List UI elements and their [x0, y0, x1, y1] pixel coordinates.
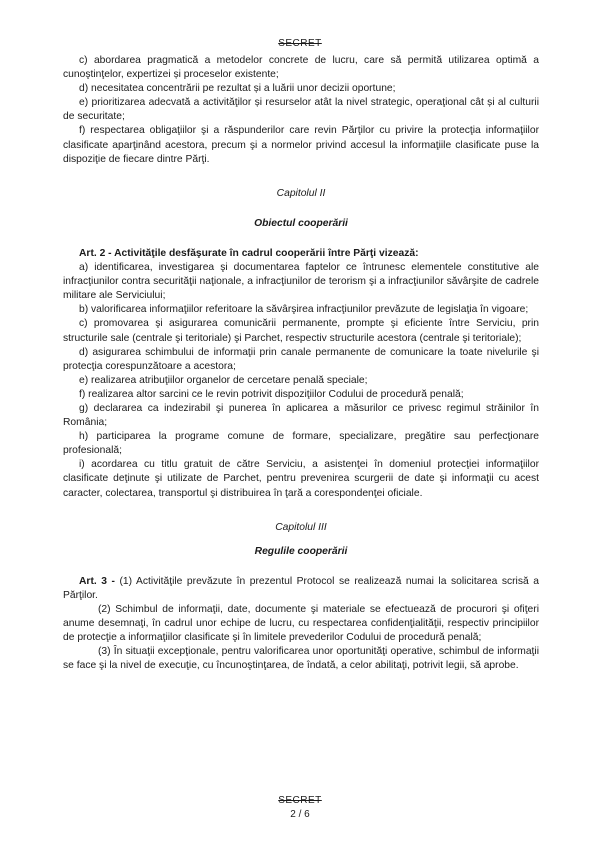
article-3-para-3: (3) În situaţii excepţionale, pentru valorificarea unor oportunităţi operative, schimbul de informaţii se face şi la nivel de execuţie, cu încunoştinţarea, de îndată, a celor abilitaţi, potrivit legii, să aprobe.	[63, 646, 539, 672]
secret-label-bottom: SECRET	[278, 795, 322, 806]
classification-header	[0, 38, 600, 49]
article-3-para-1	[63, 575, 539, 603]
page-number: 2 / 6	[290, 809, 310, 820]
document-body	[63, 54, 539, 673]
chapter-3-title: Regulile cooperării	[254, 545, 348, 557]
art2-item-d: d) asigurarea schimbului de informaţii prin canale permanente de comunicare la toate nivelurile şi protecţia corespunzătoare a acestora;	[63, 346, 539, 372]
art2-item-g: g) declararea ca indezirabil şi punerea în aplicarea a măsurilor ce privesc regimul străinilor în România;	[63, 402, 539, 429]
chapter-2-label: Capitolul II	[276, 187, 326, 199]
intro-item-e: e) prioritizarea adecvată a activităţilor și resurselor atât la nivel strategic, operaţional cât și al culturii de securitate;	[63, 97, 539, 123]
article-3-para-1-text: (1) Activităţile prevăzute în prezentul Protocol se realizează numai la solicitarea scrisă a Părţilor.	[63, 575, 539, 601]
art2-item-f: f) realizarea altor sarcini ce le revin potrivit dispoziţiilor Codului de procedură penală;	[79, 388, 464, 400]
chapter-3-label: Capitolul III	[275, 521, 327, 533]
intro-item-c: c) abordarea pragmatică a metodelor concrete de lucru, care să permită utilizarea optimă a cunoştinţelor, expertizei și proceselor existente;	[63, 55, 539, 81]
classification-footer	[0, 795, 600, 806]
article-3-label: Art. 3 -	[79, 575, 115, 587]
art2-item-c: c) promovarea şi asigurarea comunicării permanente, prompte şi eficiente între Serviciu, prin structurile sale (centrale şi teritoriale) şi Parchet, respectiv structurile acestora (centrale şi teritoriale);	[63, 318, 539, 344]
article-2-heading: Art. 2 - Activităţile desfăşurate în cadrul cooperării între Părţi vizează:	[79, 247, 419, 259]
art2-item-i: i) acordarea cu titlu gratuit de către Serviciu, a asistenţei în domeniul protecţiei informaţiilor clasificate deţinute şi utilizate de Parchet, pentru prevenirea scurgerii de date şi informaţii cu acest caracter, colectarea, transportul şi distribuirea în ţară a corespondenţei oficiale.	[63, 459, 539, 499]
art2-item-b: b) valorificarea informaţiilor referitoare la săvârşirea infracţiunilor prevăzute de legislaţia în vigoare;	[79, 304, 529, 316]
secret-label-top: SECRET	[278, 38, 322, 49]
chapter-2-title: Obiectul cooperării	[254, 217, 348, 229]
art2-item-h: h) participarea la programe comune de formare, specializare, pregătire sau perfecţionare profesională;	[63, 431, 539, 457]
intro-item-d: d) necesitatea concentrării pe rezultat și a luării unor decizii oportune;	[79, 83, 396, 95]
art2-item-e: e) realizarea atribuţiilor organelor de cercetare penală speciale;	[79, 374, 368, 386]
intro-item-f: f) respectarea obligaţiilor şi a răspunderilor care revin Părţilor cu privire la protecţia informaţiilor clasificate aparţinând acestora, precum şi a normelor privind accesul la informaţiile clasificate puse la dispoziţie de fiecare dintre Părţi.	[63, 125, 539, 165]
article-3-para-2: (2) Schimbul de informaţii, date, documente şi materiale se efectuează de procurori şi ofiţeri anume desemnaţi, în cadrul unor echipe de lucru, cu respectarea confidenţialităţii, respectiv principiilor de protecţie a informaţiilor clasificate şi în limitele prevederilor Codului de procedură penală;	[63, 604, 539, 644]
art2-item-a: a) identificarea, investigarea şi documentarea faptelor ce întrunesc elementele constitutive ale infracţiunilor contra securităţii naţionale, a infracţiunilor de terorism şi a infracţiunilor săvârşite de cadrele militare ale Serviciului;	[63, 262, 539, 302]
